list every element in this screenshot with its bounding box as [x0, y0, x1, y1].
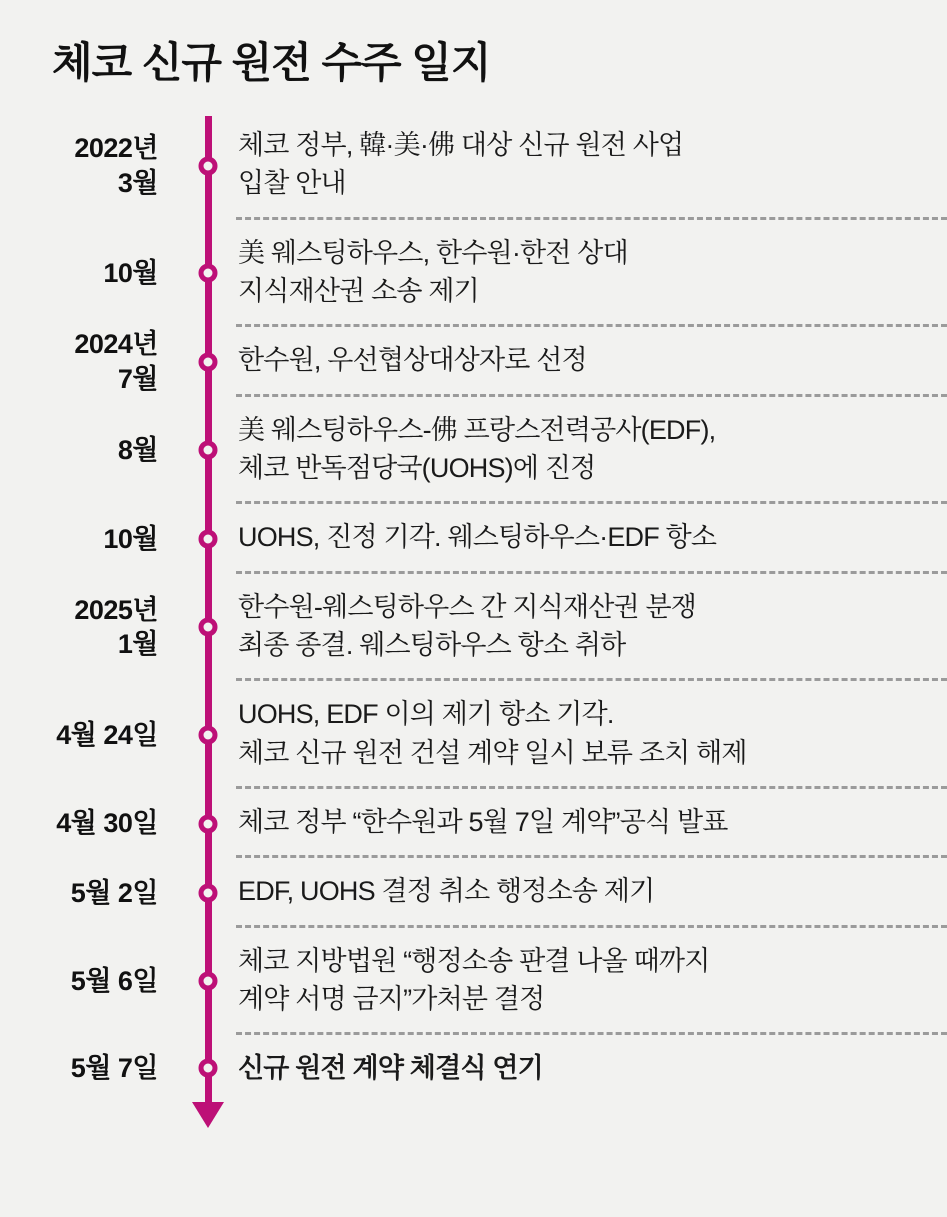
timeline-event-date-line: 10월 — [103, 258, 158, 289]
timeline-event-date — [0, 928, 180, 1036]
timeline-event-date-line: 2025년 — [74, 594, 158, 625]
timeline-event-date-line: 5월 6일 — [70, 966, 158, 997]
timeline-node-icon — [199, 352, 218, 371]
timeline-event-date-line: 8월 — [117, 435, 158, 466]
timeline-event-date-line: 2024년 — [74, 329, 158, 360]
timeline-event-date — [0, 112, 180, 220]
timeline-event-date-line: 4월 24일 — [56, 719, 158, 750]
timeline-event-text — [236, 397, 947, 505]
timeline-event-text-line: 체코 반독점당국(UOHS)에 진정 — [238, 452, 596, 483]
timeline-event-text — [236, 327, 947, 396]
timeline-event — [0, 574, 947, 682]
timeline-node-icon — [199, 264, 218, 283]
timeline-event-date-line: 3월 — [117, 167, 158, 198]
timeline-event-text-line: 입찰 안내 — [238, 168, 346, 199]
timeline-event-date-line: 5월 2일 — [70, 877, 158, 908]
timeline-node-cell — [180, 858, 236, 927]
timeline-node-icon — [199, 883, 218, 902]
timeline-event-text — [236, 681, 947, 789]
timeline-event — [0, 327, 947, 396]
timeline-event-date — [0, 789, 180, 858]
timeline-event-text-line: 신규 원전 계약 체결식 연기 — [238, 1053, 543, 1084]
timeline-event — [0, 220, 947, 328]
timeline-event-text — [236, 928, 947, 1036]
timeline-event-date — [0, 858, 180, 927]
timeline-node-icon — [199, 529, 218, 548]
timeline-event — [0, 112, 947, 220]
timeline-event — [0, 1035, 947, 1101]
timeline-event-date — [0, 504, 180, 573]
timeline-arrow-icon — [192, 1102, 224, 1128]
timeline-event-text — [236, 504, 947, 573]
timeline-node-cell — [180, 1035, 236, 1101]
timeline-event-text — [236, 112, 947, 220]
timeline-node-cell — [180, 504, 236, 573]
timeline-event-date — [0, 397, 180, 505]
timeline-node-cell — [180, 397, 236, 505]
timeline-node-cell — [180, 327, 236, 396]
timeline-event-text-line: 체코 정부 “한수원과 5월 7일 계약”공식 발표 — [238, 806, 728, 837]
timeline-event-date-line: 2022년 — [74, 133, 158, 164]
timeline-event-text-line: UOHS, EDF 이의 제기 항소 기각. — [238, 699, 614, 730]
timeline-event-date-line: 4월 30일 — [56, 808, 158, 839]
timeline-event-text — [236, 858, 947, 927]
timeline-event — [0, 789, 947, 858]
timeline-event-text-line: 지식재산권 소송 제기 — [238, 275, 479, 306]
timeline-event-text-line: 계약 서명 금지”가처분 결정 — [238, 983, 545, 1014]
timeline-event-text-line: 한수원, 우선협상대상자로 선정 — [238, 345, 587, 376]
timeline-node-icon — [199, 1059, 218, 1078]
timeline-event-text-line: 최종 종결. 웨스팅하우스 항소 취하 — [238, 629, 626, 660]
timeline-event-date — [0, 1035, 180, 1101]
timeline-rows — [0, 112, 947, 1102]
timeline-event-date — [0, 220, 180, 328]
timeline-event-text-line: 美 웨스팅하우스-佛 프랑스전력공사(EDF), — [238, 414, 716, 445]
timeline-node-cell — [180, 112, 236, 220]
timeline-node-cell — [180, 681, 236, 789]
timeline-event-text — [236, 1035, 947, 1101]
timeline-node-cell — [180, 574, 236, 682]
timeline-event-date-line: 7월 — [117, 363, 158, 394]
timeline-node-icon — [199, 972, 218, 991]
timeline-event-text — [236, 220, 947, 328]
timeline-event-text-line: 체코 지방법원 “행정소송 판결 나올 때까지 — [238, 945, 710, 976]
timeline-event — [0, 858, 947, 927]
timeline-event — [0, 397, 947, 505]
timeline-event-text-line: 체코 신규 원전 건설 계약 일시 보류 조치 해제 — [238, 737, 747, 768]
timeline-node-icon — [199, 726, 218, 745]
timeline-event — [0, 928, 947, 1036]
timeline — [0, 112, 947, 1102]
timeline-node-icon — [199, 814, 218, 833]
timeline-node-icon — [199, 618, 218, 637]
page-title: 체코 신규 원전 수주 일지 — [52, 39, 491, 86]
timeline-node-cell — [180, 789, 236, 858]
timeline-event-text-line: 美 웨스팅하우스, 한수원·한전 상대 — [238, 237, 628, 268]
timeline-event-text-line: EDF, UOHS 결정 취소 행정소송 제기 — [238, 876, 655, 907]
timeline-event-text — [236, 789, 947, 858]
timeline-node-cell — [180, 928, 236, 1036]
timeline-event-text — [236, 574, 947, 682]
timeline-node-icon — [199, 156, 218, 175]
timeline-event — [0, 681, 947, 789]
timeline-event-date — [0, 574, 180, 682]
timeline-event-text-line: 한수원-웨스팅하우스 간 지식재산권 분쟁 — [238, 591, 697, 622]
timeline-event-date — [0, 327, 180, 396]
timeline-event — [0, 504, 947, 573]
timeline-node-cell — [180, 220, 236, 328]
timeline-event-date-line: 5월 7일 — [70, 1053, 158, 1084]
timeline-event-text-line: UOHS, 진정 기각. 웨스팅하우스·EDF 항소 — [238, 522, 717, 553]
timeline-event-text-line: 체코 정부, 韓·美·佛 대상 신규 원전 사업 — [238, 130, 684, 160]
timeline-node-icon — [199, 441, 218, 460]
timeline-event-date-line: 10월 — [103, 523, 158, 554]
timeline-event-date — [0, 681, 180, 789]
timeline-event-date-line: 1월 — [117, 629, 158, 660]
